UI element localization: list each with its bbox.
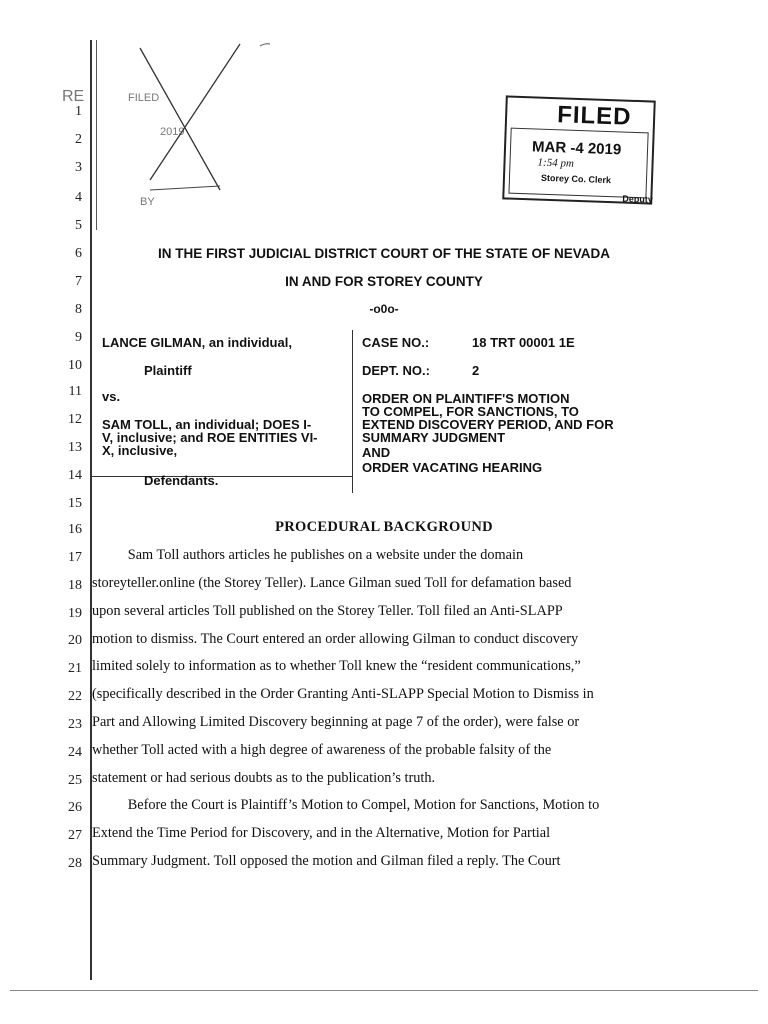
line-number: 6 [75, 246, 82, 261]
line-number: 25 [68, 773, 82, 788]
court-name-line-2: IN AND FOR STOREY COUNTY [285, 274, 483, 289]
line-number: 23 [68, 717, 82, 732]
line-number: 27 [68, 828, 82, 843]
body-line: storeyteller.online (the Storey Teller). Lance Gilman sued Toll for defamation based [92, 575, 572, 591]
plaintiff-role: Plaintiff [144, 363, 192, 378]
defendant-line-3: X, inclusive, [102, 443, 178, 458]
stamp-title: FILED [556, 101, 632, 131]
defendant-role: Defendants. [144, 473, 219, 488]
body-line: Summary Judgment. Toll opposed the motion and Gilman filed a reply. The Court [92, 853, 561, 869]
line-number: 22 [68, 689, 82, 704]
stamp-time: 1:54 pm [537, 156, 575, 170]
versus-label: vs. [102, 389, 121, 404]
line-number: 19 [68, 606, 82, 621]
pleading-margin-rule-secondary [96, 40, 97, 230]
line-number: 12 [68, 412, 82, 427]
line-number: 26 [68, 800, 82, 815]
body-line: Part and Allowing Limited Discovery beginning at page 7 of the order), were false or [92, 714, 580, 730]
stamp-deputy: Deputy [622, 193, 654, 205]
stamp-clerk: Storey Co. Clerk [540, 172, 612, 186]
section-heading: PROCEDURAL BACKGROUND [275, 519, 493, 535]
order-title-line-4: SUMMARY JUDGMENT [362, 430, 506, 445]
faint-year-mark: 2019 [160, 126, 185, 138]
stamp-inner-box [508, 128, 648, 199]
line-number: 16 [68, 522, 82, 537]
body-line: Sam Toll authors articles he publishes on a website under the domain [92, 547, 524, 563]
cross-out-mark [130, 40, 270, 200]
court-separator: -o0o- [369, 302, 399, 316]
line-number: 1 [75, 104, 82, 119]
line-number: 17 [68, 550, 82, 565]
line-number: 11 [68, 384, 82, 399]
line-number: 21 [68, 661, 82, 676]
line-number: 14 [68, 468, 82, 483]
order-title-line-1: ORDER ON PLAINTIFF'S MOTION [362, 391, 570, 406]
line-number: 4 [75, 190, 82, 205]
line-number: 28 [68, 856, 82, 871]
faint-filed-mark: FILED [128, 92, 160, 104]
case-no-value: 18 TRT 00001 1E [472, 335, 575, 350]
line-number: 20 [68, 633, 82, 648]
caption-divider [352, 330, 353, 493]
line-number: 8 [75, 302, 82, 317]
line-number: 13 [68, 440, 82, 455]
body-line: Extend the Time Period for Discovery, and in the Alternative, Motion for Partial [92, 825, 551, 841]
page-bottom-rule [10, 990, 758, 991]
line-number: 7 [75, 274, 82, 289]
line-number: 10 [68, 358, 82, 373]
line-number: 3 [75, 160, 82, 175]
body-line: statement or had serious doubts as to the publication’s truth. [92, 770, 436, 786]
body-line: motion to dismiss. The Court entered an order allowing Gilman to conduct discovery [92, 631, 579, 647]
line-number: 24 [68, 745, 82, 760]
body-line: whether Toll acted with a high degree of awareness of the probable falsity of the [92, 742, 552, 758]
dept-no-label: DEPT. NO.: [362, 363, 430, 378]
body-line: limited solely to information as to whether Toll knew the “resident communications,” [92, 658, 581, 674]
body-line: upon several articles Toll published on the Storey Teller. Toll filed an Anti-SLAPP [92, 603, 563, 619]
line-number: 9 [75, 330, 82, 345]
order-title-line-5: AND [362, 445, 391, 460]
plaintiff-name: LANCE GILMAN, an individual, [102, 335, 292, 350]
order-title-line-3: EXTEND DISCOVERY PERIOD, AND FOR [362, 417, 614, 432]
faint-received-mark: RE [62, 88, 85, 105]
stamp-date: MAR -4 2019 [531, 138, 622, 159]
line-number: 2 [75, 132, 82, 147]
court-name-line-1: IN THE FIRST JUDICIAL DISTRICT COURT OF THE STATE OF NEVADA [158, 246, 610, 261]
order-title-line-6: ORDER VACATING HEARING [362, 460, 543, 475]
dept-no-value: 2 [472, 363, 480, 378]
defendant-line-1: SAM TOLL, an individual; DOES I- [102, 417, 312, 432]
body-line: Before the Court is Plaintiff’s Motion to Compel, Motion for Sanctions, Motion to [92, 797, 600, 813]
caption-bottom-rule [92, 473, 352, 494]
order-title-line-2: TO COMPEL, FOR SANCTIONS, TO [362, 404, 579, 419]
case-no-label: CASE NO.: [362, 335, 430, 350]
filed-stamp [502, 95, 656, 204]
line-number: 18 [68, 578, 82, 593]
defendant-line-2: V, inclusive; and ROE ENTITIES VI- [102, 430, 318, 445]
body-line: (specifically described in the Order Granting Anti-SLAPP Special Motion to Dismiss in [92, 686, 594, 702]
line-number: 5 [75, 218, 82, 233]
line-number: 15 [68, 496, 82, 511]
faint-by-mark: BY [140, 196, 155, 208]
